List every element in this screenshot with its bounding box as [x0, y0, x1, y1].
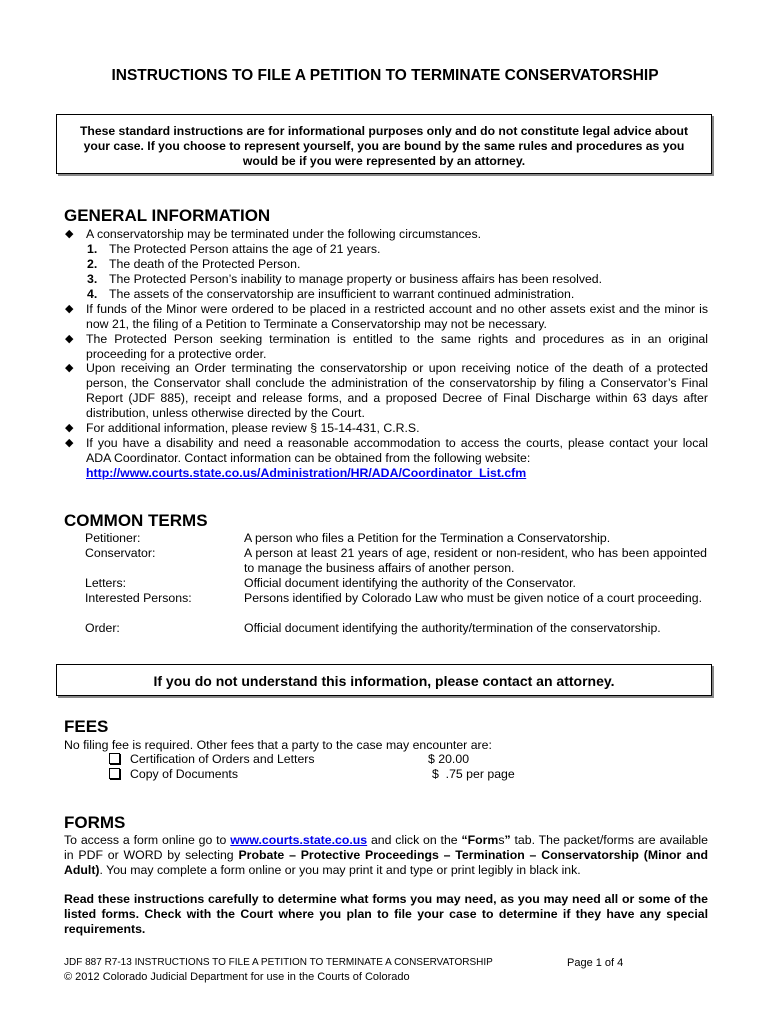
list-item: 3. The Protected Person’s inability to manage property or business affairs has been resolved.: [87, 272, 603, 286]
bullet-text: The Protected Person seeking termination is entitled to the same rights and procedures as in an original proceeding for a protective order.: [86, 332, 708, 361]
terms-heading: COMMON TERMS: [64, 511, 208, 530]
list-item: 4. The assets of the conservatorship are insufficient to warrant continued administration.: [87, 287, 575, 301]
general-heading: GENERAL INFORMATION: [64, 206, 271, 225]
diamond-bullet-icon: ◆: [65, 422, 74, 434]
footer-form-id: JDF 887 R7-13 INSTRUCTIONS TO FILE A PETITION TO TERMINATE A CONSERVATORSHIP: [64, 957, 493, 968]
term-name: Petitioner:: [85, 531, 141, 545]
checkbox-icon: [109, 753, 120, 764]
term-definition: Official document identifying the authority/termination of the conservatorship.: [244, 621, 661, 635]
fee-amount: $ .75 per page: [432, 767, 515, 781]
term-definition: Official document identifying the authority of the Conservator.: [244, 576, 576, 590]
term-name: Letters:: [85, 576, 127, 590]
diamond-bullet-icon: ◆: [65, 437, 74, 449]
forms-heading: FORMS: [64, 813, 126, 832]
term-name: Conservator:: [85, 546, 156, 560]
footer-copyright: © 2012 Colorado Judicial Department for use in the Courts of Colorado: [64, 971, 410, 983]
bullet-text: Upon receiving an Order terminating the conservatorship or upon receiving notice of the death of a protected person, the Conservator shall conclude the administration of the conservatorship by filing a Conservator’s Final Report (JDF 885), receipt and release forms, and a proposed Decree of Final Discharge within 63 days after distribution, unless otherwise directed by the Court.: [86, 361, 708, 420]
fees-intro: No filing fee is required. Other fees that a party to the case may encounter are:: [64, 738, 492, 752]
bullet-text: If you have a disability and need a reasonable accommodation to access the courts, please contact your local ADA Coordinator. Contact information can be obtained from the following website:: [86, 436, 708, 465]
fee-amount: $ 20.00: [428, 752, 470, 766]
checkbox-icon: [109, 768, 120, 779]
term-definition: Persons identified by Colorado Law who must be given notice of a court proceeding.: [244, 591, 702, 605]
diamond-bullet-icon: ◆: [65, 303, 74, 315]
footer-page-number: Page 1 of 4: [567, 957, 624, 969]
fee-item: [109, 752, 315, 766]
diamond-bullet-icon: ◆: [65, 362, 74, 374]
diamond-bullet-icon: ◆: [65, 333, 74, 345]
list-item: 2. The death of the Protected Person.: [87, 257, 301, 271]
fee-item: [109, 767, 238, 781]
bullet-text: If funds of the Minor were ordered to be placed in a restricted account and no other assets exist and the minor is now 21, the filing of a Petition to Terminate a Conservatorship may not be necessary.: [86, 302, 708, 331]
fee-label: Copy of Documents: [130, 767, 238, 781]
list-item: 1. The Protected Person attains the age of 21 years.: [87, 242, 381, 256]
ada-coordinator-link[interactable]: http://www.courts.state.co.us/Administration/HR/ADA/Coordinator_List.cfm: [86, 466, 527, 480]
diamond-bullet-icon: ◆: [65, 228, 74, 240]
term-name: Order:: [85, 621, 120, 635]
page-title: INSTRUCTIONS TO FILE A PETITION TO TERMINATE CONSERVATORSHIP: [111, 67, 659, 84]
bullet-text: For additional information, please review § 15-14-431, C.R.S.: [86, 421, 420, 435]
disclaimer-box: These standard instructions are for informational purposes only and do not constitute legal advice about your case. If you choose to represent yourself, you are bound by the same rules and procedures as you would be if you were represented by an attorney.: [56, 114, 712, 174]
fees-heading: FEES: [64, 717, 109, 736]
term-definition: A person who files a Petition for the Termination a Conservatorship.: [244, 531, 611, 545]
attorney-notice-box: If you do not understand this information, please contact an attorney.: [56, 664, 712, 696]
forms-tab-name: “Forms”: [461, 833, 511, 847]
forms-path: Probate – Protective Proceedings – Termination – Conservatorship (Minor and Adult): [64, 848, 708, 877]
fee-label: Certification of Orders and Letters: [130, 752, 315, 766]
bullet-text: A conservatorship may be terminated under the following circumstances.: [86, 227, 482, 241]
forms-paragraph-2: Read these instructions carefully to determine what forms you may need, as you may need all or some of the listed forms. Check with the Court where you plan to file your case to determine if they have any special requirements.: [64, 892, 708, 936]
term-name: Interested Persons:: [85, 591, 192, 605]
courts-website-link[interactable]: www.courts.state.co.us: [230, 833, 368, 847]
term-definition: A person at least 21 years of age, resident or non-resident, who has been appointed to manage the business affairs of another person.: [244, 546, 707, 575]
forms-paragraph-1: To access a form online go to www.courts.state.co.us and click on the “Forms” tab. The packet/forms are available in PDF or WORD by selecting Probate – Protective Proceedings – Termination – Conservatorship (Minor and Adult). You may complete a form online or you may print it and type or print legibly in black ink.: [64, 833, 708, 877]
